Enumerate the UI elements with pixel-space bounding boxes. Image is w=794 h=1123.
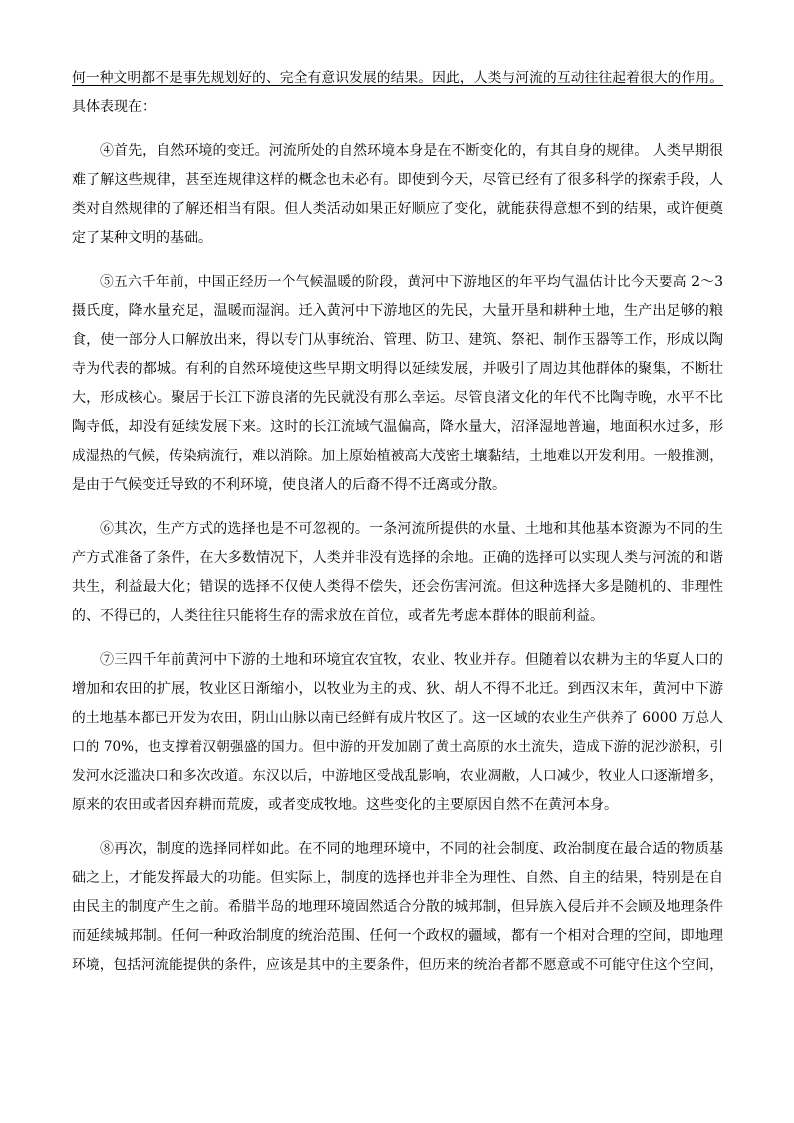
text-line: ⑧再次，制度的选择同样如此。在不同的地理环境中，不同的社会制度、政治制度在最合适的物质基 — [100, 841, 723, 857]
text-line: 口的 70%，也支撑着汉朝强盛的国力。但中游的开发加剧了黄土高原的水土流失，造成下游的泥沙淤积，引 — [72, 739, 723, 755]
text-line: 成湿热的气候，传染病流行，难以消除。加上原始植被高大茂密土壤黏结，土地难以开发利用。一般推测， — [72, 448, 723, 464]
text-line: 类对自然规律的了解还相当有限。但人类活动如果正好顺应了变化，就能获得意想不到的结果，或许便奠 — [72, 201, 723, 217]
underlined-text: 何一种文明都不是事先规划好的、完全有意识发展的结果。因此，人类与河流的互动往往起着很大的作用。 — [72, 70, 723, 86]
text-line: 食，使一部分人口解放出来，得以专门从事统治、管理、防卫、建筑、祭祀、制作玉器等工作，形成以陶 — [72, 332, 723, 348]
text-line: ④首先，自然环境的变迁。河流所处的自然环境本身是在不断变化的，有其自身的规律。 人类早期很 — [100, 143, 723, 159]
text-line: 难了解这些规律，甚至连规律这样的概念也未必有。即使到今天，尽管已经有了很多科学的探索手段，人 — [72, 172, 723, 188]
document-page — [72, 64, 723, 995]
text-line: ⑦三四千年前黄河中下游的土地和环境宜农宜牧，农业、牧业并存。但随着以农耕为主的华夏人口的 — [100, 652, 723, 668]
text-line: 环境，包括河流能提供的条件，应该是其中的主要条件，但历来的统治者都不愿意或不可能守住这个空间， — [72, 957, 723, 973]
text-line: 具体表现在： — [72, 99, 156, 115]
paragraph-intro — [72, 64, 723, 122]
text-line: 陶寺低，却没有延续发展下来。这时的长江流域气温偏高，降水量大，沼泽湿地普遍，地面积水过多，形 — [72, 419, 723, 435]
text-line: 而延续城邦制。任何一种政治制度的统治范围、任何一个政权的疆域，都有一个相对合理的空间，即地理 — [72, 928, 723, 944]
paragraph-8 — [72, 835, 723, 980]
paragraph-6 — [72, 515, 723, 631]
text-line: ⑤五六千年前，中国正经历一个气候温暖的阶段，黄河中下游地区的年平均气温估计比今天要高 2～3 — [100, 274, 723, 290]
paragraph-5 — [72, 268, 723, 500]
text-line: 是由于气候变迁导致的不利环境，使良渚人的后裔不得不迁离或分散。 — [72, 477, 506, 493]
text-line: 增加和农田的扩展，牧业区日渐缩小，以牧业为主的戎、狄、胡人不得不北迁。到西汉末年，黄河中下游 — [72, 681, 723, 697]
text-line: 共生，利益最大化；错误的选择不仅使人类得不偿失，还会伤害河流。但这种选择大多是随机的、非理性 — [72, 579, 723, 595]
text-line: 原来的农田或者因弃耕而荒废，或者变成牧地。这些变化的主要原因自然不在黄河本身。 — [72, 797, 618, 813]
text-line: 的土地基本都已开发为农田，阴山山脉以南已经鲜有成片牧区了。这一区域的农业生产供养了 6000 万总人 — [72, 710, 723, 726]
text-line: ⑥其次，生产方式的选择也是不可忽视的。一条河流所提供的水量、土地和其他基本资源为不同的生 — [100, 521, 723, 537]
text-line: 的、不得已的，人类往往只能将生存的需求放在首位，或者先考虑本群体的眼前利益。 — [72, 608, 604, 624]
text-line: 发河水泛滥决口和多次改道。东汉以后，中游地区受战乱影响，农业凋敝，人口减少，牧业人口逐渐增多， — [72, 768, 723, 784]
paragraph-4 — [72, 137, 723, 253]
text-line — [72, 64, 723, 93]
text-line: 由民主的制度产生之前。希腊半岛的地理环境固然适合分散的城邦制，但异族入侵后并不会顾及地理条件 — [72, 899, 723, 915]
text-line: 产方式准备了条件，在大多数情况下，人类并非没有选择的余地。正确的选择可以实现人类与河流的和谐 — [72, 550, 723, 566]
text-line: 寺为代表的都城。有利的自然环境使这些早期文明得以延续发展，并吸引了周边其他群体的聚集，不断壮 — [72, 361, 723, 377]
text-line: 摄氏度，降水量充足，温暖而湿润。迁入黄河中下游地区的先民，大量开垦和耕种土地，生产出足够的粮 — [72, 303, 723, 319]
text-line: 定了某种文明的基础。 — [72, 230, 212, 246]
text-line: 础之上，才能发挥最大的功能。但实际上，制度的选择也并非全为理性、自然、自主的结果，特别是在自 — [72, 870, 723, 886]
text-line: 大，形成核心。聚居于长江下游良渚的先民就没有那么幸运。尽管良渚文化的年代不比陶寺晚，水平不比 — [72, 390, 723, 406]
paragraph-7 — [72, 646, 723, 820]
